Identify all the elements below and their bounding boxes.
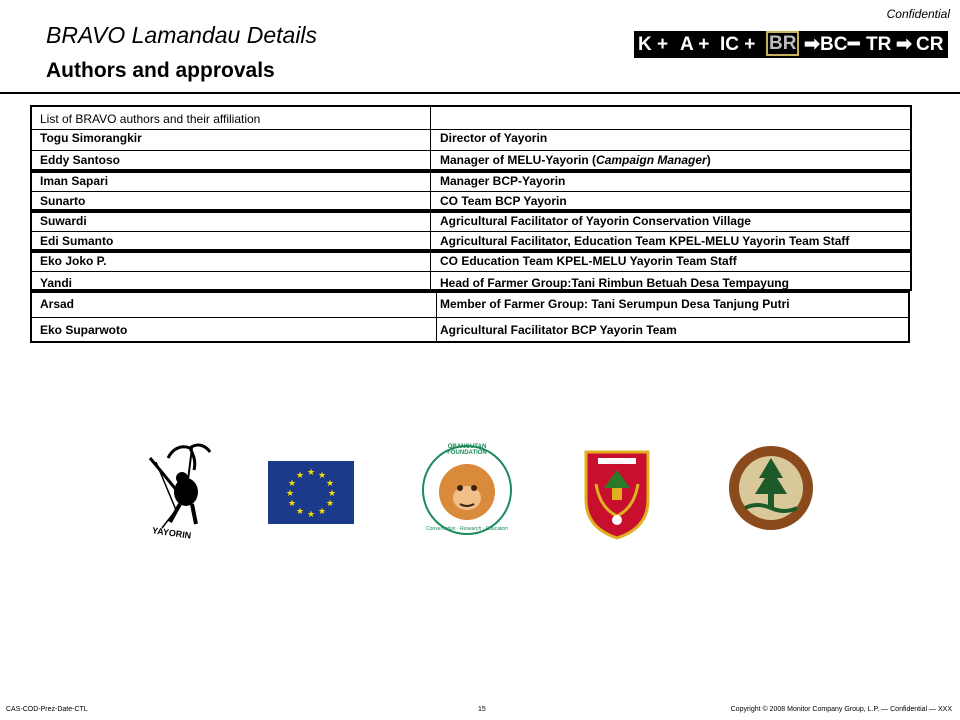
svg-text:★: ★ (306, 468, 316, 478)
banner-token-cr: CR (916, 34, 944, 55)
authors-table (30, 105, 912, 345)
banner-token-tr: TR (866, 34, 892, 55)
svg-text:★: ★ (306, 510, 316, 520)
orangutan-foundation-logo (418, 440, 516, 540)
footer-left: CAS-COD-Prez-Date-CTL (6, 706, 88, 713)
author-name: Eko Joko P. (40, 254, 107, 268)
confidential-label: Confidential (886, 7, 950, 21)
banner-token-a: A + (680, 34, 710, 55)
process-banner (634, 31, 948, 58)
svg-text:★: ★ (325, 499, 335, 509)
author-affiliation: Member of Farmer Group: Tani Serumpun Desa Tanjung Putri (440, 297, 790, 311)
yayorin-logo (140, 440, 220, 550)
table-heading-text: List of BRAVO authors and their affiliation (40, 112, 261, 126)
arrow-right-icon: ➡ (804, 34, 820, 55)
author-affiliation: Head of Farmer Group:Tani Rimbun Betuah Desa Tempayung (440, 276, 789, 290)
author-name: Suwardi (40, 214, 87, 228)
author-affiliation: Agricultural Facilitator BCP Yayorin Team (440, 323, 677, 337)
footer-copyright: Copyright © 2008 Monitor Company Group, L.P. — Confidential — XXX (730, 706, 952, 713)
svg-text:★: ★ (295, 507, 305, 517)
banner-token-ic: IC + (720, 34, 756, 55)
svg-text:★: ★ (287, 499, 297, 509)
affiliation-text: Manager of MELU-Yayorin ( (440, 153, 597, 167)
affiliation-text: ) (706, 153, 711, 167)
column-divider (430, 105, 431, 291)
page-subtitle: Authors and approvals (46, 59, 275, 82)
orangutan-foundation-subtext: Conservation · Research · Education (426, 526, 508, 532)
author-name: Sunarto (40, 194, 86, 208)
svg-text:★: ★ (327, 489, 337, 499)
banner-token-br: BR (766, 31, 799, 56)
author-name: Eddy Santoso (40, 153, 121, 167)
arrow-right-icon: ➡ (896, 34, 912, 55)
svg-text:★: ★ (287, 479, 297, 489)
svg-text:★: ★ (285, 489, 295, 499)
regency-shield-logo (582, 448, 652, 540)
row-divider (30, 317, 910, 318)
author-affiliation (440, 153, 711, 167)
author-name: Togu Simorangkir (40, 131, 142, 145)
row-divider (30, 129, 912, 130)
svg-text:★: ★ (317, 507, 327, 517)
author-affiliation: Agricultural Facilitator of Yayorin Conservation Village (440, 214, 751, 228)
header-rule (0, 92, 960, 94)
orangutan-foundation-text: ORANGUTAN FOUNDATION (447, 444, 487, 456)
author-affiliation: CO Education Team KPEL-MELU Yayorin Team Staff (440, 254, 737, 268)
author-affiliation: Manager BCP-Yayorin (440, 174, 566, 188)
conservation-seal-logo (727, 444, 815, 532)
author-affiliation: Director of Yayorin (440, 131, 548, 145)
svg-text:★: ★ (325, 479, 335, 489)
author-affiliation: CO Team BCP Yayorin (440, 194, 567, 208)
affiliation-emphasis: Campaign Manager (596, 153, 707, 167)
svg-text:★: ★ (317, 471, 327, 481)
author-affiliation: Agricultural Facilitator, Education Team KPEL-MELU Yayorin Team Staff (440, 234, 850, 248)
banner-token-bc: BC (820, 34, 848, 55)
author-name: Yandi (40, 276, 73, 290)
footer-page-number: 15 (478, 706, 486, 713)
author-name: Arsad (40, 297, 75, 311)
page-title: BRAVO Lamandau Details (46, 22, 318, 48)
row-divider (30, 271, 912, 272)
row-divider (30, 191, 912, 192)
svg-text:★: ★ (295, 471, 305, 481)
author-name: Edi Sumanto (40, 234, 114, 248)
dash-icon: ━ (848, 34, 860, 55)
author-name: Eko Suparwoto (40, 323, 128, 337)
banner-token-k: K + (638, 34, 669, 55)
row-divider (30, 231, 912, 232)
row-divider (30, 150, 912, 151)
eu-flag-logo (268, 461, 354, 524)
yayorin-logo-text: YAYORIN (151, 525, 192, 541)
author-name: Iman Sapari (40, 174, 109, 188)
